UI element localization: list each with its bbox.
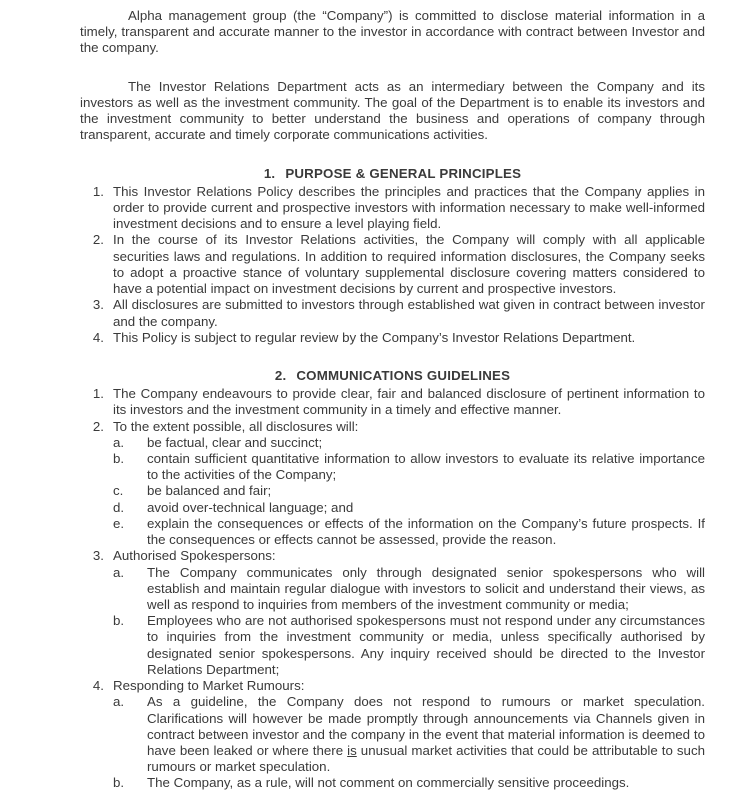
section-1-list bbox=[80, 184, 705, 346]
section-1-heading bbox=[80, 166, 705, 182]
list-marker: 4. bbox=[92, 678, 104, 694]
sublist-marker: b. bbox=[113, 775, 125, 791]
sublist bbox=[113, 694, 705, 791]
sublist-item bbox=[113, 516, 705, 548]
list-item bbox=[80, 419, 705, 549]
sublist-item bbox=[113, 613, 705, 678]
sublist-item bbox=[113, 565, 705, 614]
section-2-heading bbox=[80, 368, 705, 384]
list-item bbox=[80, 386, 705, 418]
section-2-list bbox=[80, 386, 705, 791]
sublist-item bbox=[113, 483, 705, 499]
sublist-marker: b. bbox=[113, 613, 125, 629]
sublist-marker: b. bbox=[113, 451, 125, 467]
sublist-item bbox=[113, 775, 705, 791]
list-marker: 3. bbox=[92, 548, 104, 564]
list-item-text: Authorised Spokespersons: bbox=[113, 548, 276, 564]
list-marker: 4. bbox=[92, 329, 104, 345]
list-item bbox=[80, 297, 705, 329]
list-item-text: In the course of its Investor Relations activities, the Company will comply with all applicable securities laws and regulations. In addition to required information disclosures, the Company seeks to adopt a proactive stance of voluntary supplemental disclosure covering matters considered to have a potential impact on investment decisions by current and prospective investors. bbox=[113, 232, 705, 297]
list-item-text: This Investor Relations Policy describes the principles and practices that the Company applies in order to provide current and prospective investors with information necessary to make well-informed investment decisions and to ensure a level playing field. bbox=[113, 183, 705, 232]
list-item bbox=[80, 678, 705, 792]
list-item bbox=[80, 232, 705, 297]
sublist-item bbox=[113, 435, 705, 451]
list-item bbox=[80, 548, 705, 678]
sublist-item-text: The Company, as a rule, will not comment on commercially sensitive proceedings. bbox=[147, 775, 630, 791]
list-item-text: The Company endeavours to provide clear, fair and balanced disclosure of pertinent information to its investors and the investment community in a timely and effective manner. bbox=[113, 386, 705, 418]
list-marker: 1. bbox=[92, 183, 104, 199]
sublist bbox=[113, 565, 705, 679]
sublist-marker: c. bbox=[113, 483, 124, 499]
section-2-title: COMMUNICATIONS GUIDELINES bbox=[296, 367, 511, 383]
sublist-item-text: avoid over-technical language; and bbox=[147, 499, 354, 515]
list-marker: 1. bbox=[92, 386, 104, 402]
sublist-item-text: Employees who are not authorised spokespersons must not respond under any circumstances to inquiries from the investment community or media, unless specifically authorised by designated senior spokespersons. Any inquiry received should be directed to the Investor Relations Department; bbox=[147, 613, 705, 677]
list-item-text: All disclosures are submitted to investors through established wat given in contract between investor and the company. bbox=[113, 297, 705, 329]
sublist-item-text-before: As a guideline, the Company does not respond to rumours or market speculation. Clarifications will however be made promptly through announcements via Channels given in contract between investor and the company in the event that material information is deemed to have been leaked or where there bbox=[147, 694, 705, 758]
sublist-marker: a. bbox=[113, 564, 125, 580]
list-item-text: Responding to Market Rumours: bbox=[113, 678, 305, 694]
list-item-text: This Policy is subject to regular review by the Company’s Investor Relations Department. bbox=[113, 329, 636, 345]
list-item bbox=[80, 184, 705, 233]
sublist-marker: a. bbox=[113, 694, 125, 710]
section-1-number: 1. bbox=[263, 165, 276, 181]
intro-paragraph-1: Alpha management group (the “Company”) is committed to disclose material information in a timely, transparent and accurate manner to the investor in accordance with contract between Investor and the company. bbox=[80, 8, 705, 56]
sublist-item-text: The Company communicates only through designated senior spokespersons who will establish and maintain regular dialogue with investors to solicit and understand their views, as well as respond to inquiries from members of the investment community or media; bbox=[147, 564, 705, 612]
section-1-title: PURPOSE & GENERAL PRINCIPLES bbox=[285, 165, 522, 181]
sublist-item bbox=[113, 500, 705, 516]
sublist-item bbox=[113, 451, 705, 483]
list-marker: 3. bbox=[92, 297, 104, 313]
intro-paragraph-2: The Investor Relations Department acts as an intermediary between the Company and its investors as well as the investment community. The goal of the Department is to enable its investors and the investment community to better understand the business and operations of company through transparent, accurate and timely corporate communications activities. bbox=[80, 78, 705, 143]
sublist-item-text-after: unusual market activities that could be attributable to such rumours or market speculation. bbox=[147, 742, 705, 775]
sublist-marker: e. bbox=[113, 515, 125, 531]
list-item bbox=[80, 330, 705, 346]
section-2-number: 2. bbox=[274, 367, 287, 383]
sublist-item-text: be factual, clear and succinct; bbox=[147, 434, 323, 450]
sublist bbox=[113, 435, 705, 549]
sublist-item-text: be balanced and fair; bbox=[147, 483, 272, 499]
list-item-text: To the extent possible, all disclosures will: bbox=[113, 418, 359, 434]
document-body bbox=[80, 8, 705, 792]
sublist-item bbox=[113, 694, 705, 775]
list-marker: 2. bbox=[92, 418, 104, 434]
list-marker: 2. bbox=[92, 232, 104, 248]
sublist-item-text: explain the consequences or effects of the information on the Company’s future prospects. If the consequences or effects cannot be assessed, provide the reason. bbox=[147, 515, 705, 548]
sublist-item-text: contain sufficient quantitative information to allow investors to evaluate its relative importance to the activities of the Company; bbox=[147, 451, 705, 483]
sublist-marker: a. bbox=[113, 434, 125, 450]
sublist-item-text-underlined: is bbox=[347, 742, 357, 758]
sublist-marker: d. bbox=[113, 499, 125, 515]
